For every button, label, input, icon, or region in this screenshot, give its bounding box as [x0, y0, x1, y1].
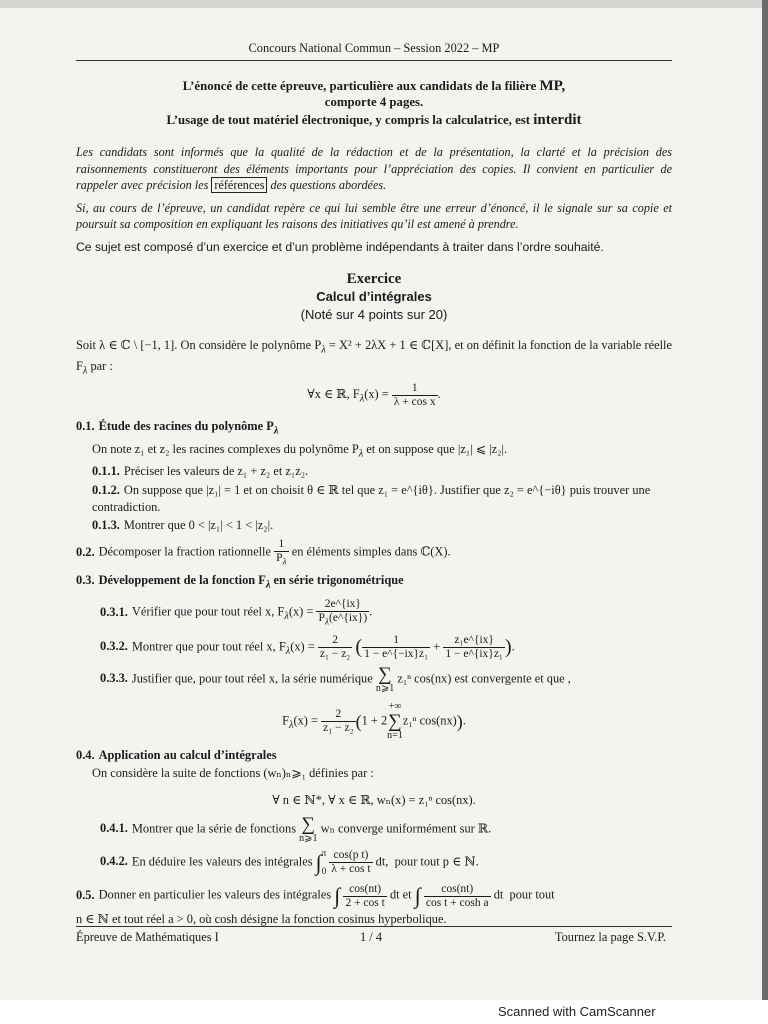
text-0-3-3-b: est convergente et que ,	[454, 670, 571, 685]
integral-symbol: ∫	[315, 849, 322, 875]
fraction-0-5-a	[343, 883, 386, 909]
text-0-4-2-b: pour tout p ∈ ℕ.	[394, 854, 479, 869]
question-0-5	[76, 881, 672, 927]
section-0-4-text: On considère la suite de fonctions (wₙ)ₙ⩾₁ définies par :	[92, 766, 374, 781]
sigma-symbol: ∑	[301, 813, 316, 835]
sigma-symbol: ∑	[378, 663, 392, 685]
integral-symbol: ∫	[414, 883, 421, 909]
num-0-3-2-b: 1	[362, 634, 430, 648]
label-0-3-1: 0.3.1.	[100, 604, 128, 619]
question-0-2	[76, 538, 672, 567]
sum-term-0-3-3: z₁ⁿ cos(nx)	[397, 670, 452, 685]
page-footer	[76, 926, 672, 945]
num-0-2: 1	[274, 538, 289, 552]
num-0-3-2: 2	[318, 634, 352, 648]
lambda-sub: λ	[284, 611, 289, 623]
den-0-4-2: λ + cos t	[331, 863, 371, 876]
question-0-3-1: 0.3.1. Vérifier que pour tout réel x, $F_\lambda(x)$ = $\frac{2e\^{}\{ix\}}{P_\lambda(e\^{}\{ix\})}$ .	[100, 598, 373, 628]
intro-mp: MP,	[539, 77, 566, 94]
num-0-3-2-c: z₁e^{ix}	[443, 634, 505, 648]
text-0-4-1-b: converge uniformément sur ℝ.	[338, 821, 492, 836]
page-header: Concours National Commun – Session 2022 – MP	[76, 40, 672, 61]
title-0-3-a: Développement de la fonction F	[98, 572, 266, 587]
section-0-1-text	[92, 441, 672, 461]
lambda-sub: λ	[282, 556, 287, 568]
section-0-1	[76, 418, 672, 438]
question-0-1-1	[92, 463, 672, 480]
question-0-4-2	[100, 848, 672, 878]
disp-term: z₁ⁿ cos(nx)	[402, 712, 457, 727]
disp-sum	[387, 702, 403, 741]
def-num: 1	[392, 382, 438, 396]
notice-p2: Si, au cours de l’épreuve, un candidat repère ce qui lui semble être une erreur d’énoncé, il le signale sur sa copie et poursuit sa composition en expliquant les raisons des initiatives qu’il est amené à prendre.	[76, 200, 672, 232]
label-0-1-2: 0.1.2.	[92, 483, 120, 498]
text-0-3-3-a: Justifier que, pour tout réel x, la série numérique	[131, 670, 373, 685]
def-fraction	[392, 382, 438, 408]
integral-symbol: ∫	[334, 883, 341, 909]
mid-0-3-1: (x) =	[288, 604, 317, 619]
s01-text-a: On note z₁ et z₂ les racines complexes du polynôme P	[92, 441, 359, 456]
notice-block	[76, 144, 672, 232]
section-0-4	[76, 747, 672, 764]
exercise-score: (Noté sur 4 points sur 20)	[300, 306, 448, 322]
den-0-3-1-b: (e^{ix})	[329, 611, 368, 624]
scanner-watermark: Scanned with CamScanner	[498, 1004, 656, 1019]
notice-p1-text: Les candidats sont informés que la qualité de la rédaction et de la présentation, la clarté et la précision des raisonnements constitueront des éléments importants pour l’appréciation des copies. Il convient en particulier de rappeler avec précision les	[76, 145, 672, 193]
sum-0-3-3	[376, 665, 394, 694]
label-0-5: 0.5.	[76, 888, 95, 903]
text-0-3-1: Vérifier que pour tout réel x, F	[131, 604, 285, 619]
label-0-1-1: 0.1.1.	[92, 464, 120, 479]
num-0-5-b: cos(nt)	[424, 883, 491, 897]
lambda-sub: λ	[82, 365, 88, 377]
title-0-1: Étude des racines du polynôme P	[98, 419, 274, 434]
intro-text-a: Soit λ ∈ ℂ \ [−1, 1]. On considère le polynôme P	[76, 338, 322, 353]
lambda-sub: λ	[359, 393, 365, 405]
intro-line2: comporte 4 pages.	[324, 95, 424, 110]
question-0-1-3	[92, 517, 672, 534]
disp-sub: n=1	[387, 729, 403, 741]
intro-line3: L’usage de tout matériel électronique, y compris la calculatrice, est	[166, 113, 531, 128]
and-0-5: dt et	[389, 888, 412, 903]
sum-0-4-1	[299, 815, 317, 844]
fraction-0-4-2	[329, 849, 372, 875]
disp-sup: +∞	[388, 700, 402, 712]
text-0-1-2: On suppose que |z₁| = 1 et on choisit θ ∈ ℝ tel que z₁ = e^{iθ}. Justifier que z₂ = e^{−iθ} puis trouver une contradiction.	[92, 483, 651, 514]
lambda-sub: λ	[324, 616, 330, 628]
den-0-2-p: P	[276, 551, 283, 564]
def-mid: (x) =	[364, 387, 392, 402]
text-0-5-b: pour tout	[509, 888, 555, 903]
mid-0-3-2: (x) =	[290, 638, 318, 653]
sequence-definition: ∀ n ∈ ℕ*, ∀ x ∈ ℝ, wₙ(x) = z₁ⁿ cos(nx).	[272, 793, 476, 808]
label-0-2: 0.2.	[76, 544, 95, 559]
notice-p1-end: des questions abordées.	[270, 178, 387, 193]
label-0-4-2: 0.4.2.	[100, 854, 128, 869]
exercise-title: Exercice	[346, 271, 402, 288]
sum-sub-0-3-3: n⩾1	[375, 682, 395, 694]
den-0-3-1	[316, 612, 369, 628]
den-0-3-2-c: 1 − e^{ix}z₁	[445, 647, 503, 660]
lambda-sub: λ	[321, 344, 326, 356]
label-0-3-2: 0.3.2.	[100, 638, 128, 653]
disp-mid: (x) =	[293, 712, 322, 727]
label-0-4: 0.4.	[76, 747, 95, 762]
text-0-5-a: Donner en particulier les valeurs des intégrales	[98, 888, 332, 903]
label-0-1: 0.1.	[76, 419, 95, 434]
fraction-0-5-b	[424, 883, 491, 909]
den-0-3-2: z₁ − z₂	[319, 647, 351, 660]
sum-sub-0-4-1: n⩾1	[299, 832, 318, 844]
question-0-3-2: 0.3.2. Montrer que pour tout réel x, $F_\lambda(x)$ = $\frac{2}{\text{z₁ − z₂}}$ ( $\frac{1}{\text{1 − e\textasciicircum{}\{−ix\}z₁}}$ + $\frac{\text{z₁e\textasciicircum{}\{ix\}}}{\text{1 − e\textasciicircum{}\{ix\}z₁}}$ ).	[100, 633, 515, 660]
text-0-3-2: Montrer que pour tout réel x, F	[131, 638, 286, 653]
disp-left: F	[282, 712, 289, 727]
label-0-4-1: 0.4.1.	[100, 821, 128, 836]
int-bounds-0-4-2	[322, 849, 327, 876]
def-den: λ + cos x	[393, 395, 436, 408]
text-0-2-b: en éléments simples dans ℂ(X).	[291, 544, 451, 559]
text-0-4-1-a: Montrer que la série de fonctions	[131, 821, 297, 836]
intro-interdit: interdit	[533, 112, 582, 129]
intro-line1: L’énoncé de cette épreuve, particulière aux candidats de la filière	[182, 78, 537, 93]
question-0-1-2	[92, 482, 672, 515]
den-0-5-b: cos t + cosh a	[425, 896, 489, 909]
def-left: ∀x ∈ ℝ, F	[307, 387, 360, 402]
page-content	[76, 40, 672, 928]
exercise-subtitle: Calcul d’intégrales	[316, 289, 432, 305]
footer-left: Épreuve de Mathématiques I	[76, 930, 219, 944]
label-0-3-3: 0.3.3.	[100, 670, 128, 685]
sigma-symbol: ∑	[388, 710, 402, 732]
fraction-0-3-1	[316, 598, 369, 627]
page-number: 1 / 4	[359, 930, 383, 944]
disp-num: 2	[321, 708, 355, 722]
sum-term-0-4-1: wₙ	[320, 821, 335, 836]
den-0-3-1-p: P	[318, 611, 325, 624]
footer-right: Tournez la page S.V.P.	[554, 930, 666, 944]
fraction-0-3-2-a	[318, 634, 352, 660]
den-0-5-a: 2 + cos t	[345, 896, 385, 909]
label-0-3: 0.3.	[76, 572, 95, 587]
title-0-4: Application au calcul d’intégrales	[98, 747, 277, 762]
lambda-sub: λ	[358, 448, 364, 460]
num-0-4-2: cos(p t)	[329, 849, 372, 863]
text-0-1-3: Montrer que 0 < |z₁| < 1 < |z₂|.	[123, 518, 274, 533]
section-0-3	[76, 572, 672, 592]
den-0-2	[274, 552, 289, 568]
question-0-4-1	[100, 815, 672, 844]
disp-den: z₁ − z₂	[323, 721, 354, 734]
text-0-1-1: Préciser les valeurs de z₁ + z₂ et z₁z₂.	[123, 464, 309, 479]
dt-0-5: dt	[493, 888, 504, 903]
num-0-5-a: cos(nt)	[343, 883, 386, 897]
int-low: 0	[321, 866, 327, 877]
text-0-2-a: Décomposer la fraction rationnelle	[98, 544, 271, 559]
label-0-1-3: 0.1.3.	[92, 518, 120, 533]
intro-text-c: par :	[87, 358, 113, 373]
int-up: π	[321, 848, 327, 859]
question-0-3-3	[100, 665, 672, 694]
dt-0-4-2: dt,	[375, 854, 389, 869]
references-box: références	[211, 177, 267, 193]
lambda-sub: λ	[265, 579, 271, 591]
exercise-intro	[76, 337, 672, 378]
fraction-0-3-2-b	[362, 634, 430, 660]
lambda-sub: λ	[285, 645, 291, 657]
fraction-0-3-2-c	[443, 634, 505, 660]
lambda-sub: λ	[289, 719, 294, 731]
disp-fraction	[321, 708, 355, 734]
lambda-sub: λ	[273, 425, 279, 437]
text-0-4-2-a: En déduire les valeurs des intégrales	[131, 854, 313, 869]
fraction-0-2	[274, 538, 289, 567]
function-definition: ∀x ∈ ℝ, $F_\lambda(x)$ = $\frac{1}{\text{λ + cos x}}$ .	[307, 382, 441, 408]
s01-text-b: et on suppose que |z₁| ⩽ |z₂|.	[363, 441, 508, 456]
intro-text-b: = X² + 2λX + 1 ∈ ℂ[X], et on définit la fonction de la variable réelle F	[76, 338, 672, 373]
num-0-3-1: 2e^{ix}	[316, 598, 369, 612]
intro-block	[76, 77, 672, 130]
series-formula: $F_\lambda(x)$ = $\frac{2}{\text{z₁ − z₂}}$ (1 + 2+∞ ∑ n=1z₁ⁿ cos(nx)).	[282, 700, 466, 741]
notice-p3: Ce sujet est composé d’un exercice et d’un problème indépendants à traiter dans l’ordre souhaité.	[76, 239, 604, 254]
title-0-3-b: en série trigonométrique	[270, 572, 404, 587]
notice-p1	[76, 144, 672, 193]
text-0-5-c: n ∈ ℕ et tout réel a > 0, où cosh désigne la fonction cosinus hyperbolique.	[76, 912, 447, 927]
den-0-3-2-b: 1 − e^{−ix}z₁	[364, 647, 429, 660]
